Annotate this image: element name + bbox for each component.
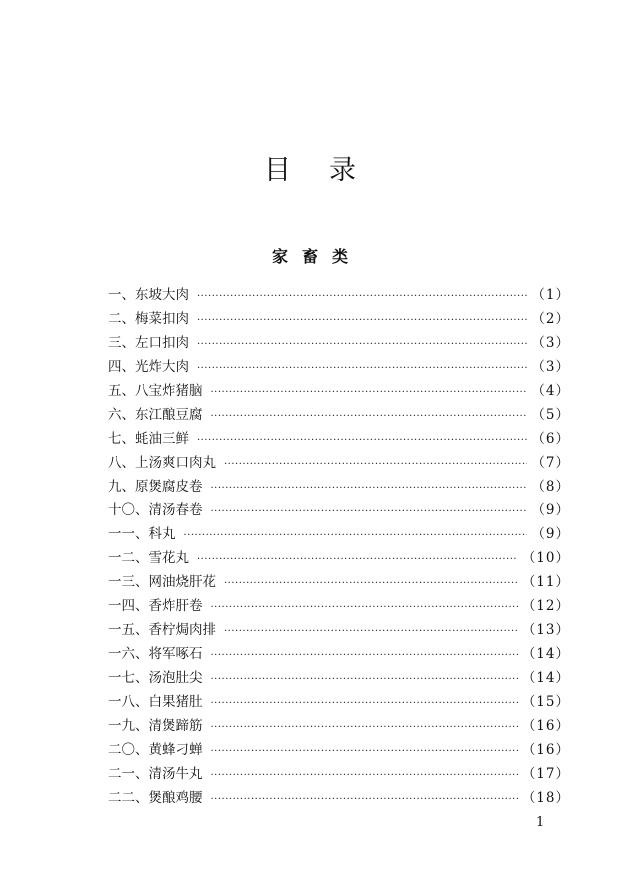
toc-entry-page: （8） bbox=[531, 478, 570, 495]
toc-entry bbox=[108, 642, 570, 666]
toc-entry-label: 七、蚝油三鲜 bbox=[108, 430, 189, 447]
dot-leader bbox=[197, 363, 527, 374]
toc-entry-label: 八、上汤爽口肉丸 bbox=[108, 454, 216, 471]
dot-leader bbox=[224, 578, 518, 589]
toc-entry bbox=[108, 618, 570, 642]
toc-entry bbox=[108, 451, 570, 475]
dot-leader bbox=[211, 722, 518, 733]
toc-entry bbox=[108, 355, 570, 379]
toc-entry-page: （5） bbox=[531, 406, 570, 423]
dot-leader bbox=[211, 411, 528, 422]
toc-entry-page: （14） bbox=[521, 646, 570, 663]
dot-leader bbox=[211, 770, 518, 781]
toc-entry-label: 一七、汤泡肚尖 bbox=[108, 670, 203, 686]
toc-entry-label: 一一、科丸 bbox=[108, 526, 176, 543]
toc-entry-page: （9） bbox=[531, 526, 570, 543]
toc-entry-page: （6） bbox=[531, 430, 570, 447]
toc-entry bbox=[108, 522, 570, 546]
dot-leader bbox=[197, 339, 527, 350]
table-of-contents bbox=[108, 283, 570, 810]
toc-entry bbox=[108, 498, 570, 522]
toc-entry bbox=[108, 762, 570, 786]
toc-entry-page: （13） bbox=[521, 622, 570, 639]
toc-entry bbox=[108, 666, 570, 690]
toc-entry-label: 一四、香炸肝卷 bbox=[108, 598, 203, 615]
toc-entry-label: 二〇、黄蜂刁蝉 bbox=[108, 741, 203, 758]
page-title: 目录 bbox=[264, 155, 394, 186]
toc-entry-label: 二一、清汤牛丸 bbox=[108, 765, 203, 782]
dot-leader bbox=[211, 602, 518, 613]
toc-entry-page: （17） bbox=[521, 765, 570, 782]
toc-entry-label: 一九、清煲蹄筋 bbox=[108, 717, 203, 734]
toc-entry bbox=[108, 570, 570, 594]
dot-leader bbox=[184, 530, 528, 541]
dot-leader bbox=[211, 483, 528, 494]
toc-entry-page: （1） bbox=[531, 287, 570, 303]
toc-entry bbox=[108, 690, 570, 714]
toc-entry bbox=[108, 379, 570, 403]
dot-leader bbox=[211, 746, 518, 757]
dot-leader bbox=[197, 315, 527, 326]
toc-entry bbox=[108, 546, 570, 570]
toc-entry-page: （10） bbox=[521, 550, 570, 567]
toc-entry-label: 一三、网油烧肝花 bbox=[108, 574, 216, 591]
toc-entry-label: 二、梅菜扣肉 bbox=[108, 310, 189, 327]
dot-leader bbox=[211, 650, 518, 661]
dot-leader bbox=[211, 506, 528, 517]
toc-entry-page: （16） bbox=[521, 717, 570, 734]
toc-entry bbox=[108, 427, 570, 451]
dot-leader bbox=[211, 674, 518, 685]
toc-entry bbox=[108, 283, 570, 307]
toc-entry-label: 十〇、清汤春卷 bbox=[108, 502, 203, 519]
toc-entry-page: （4） bbox=[531, 382, 570, 399]
dot-leader bbox=[197, 554, 518, 565]
toc-entry bbox=[108, 331, 570, 355]
toc-entry-page: （9） bbox=[531, 502, 570, 519]
toc-entry bbox=[108, 403, 570, 427]
dot-leader bbox=[224, 626, 518, 637]
toc-entry-label: 一六、将军啄石 bbox=[108, 646, 203, 663]
toc-entry-label: 一五、香柠焗肉排 bbox=[108, 622, 216, 639]
dot-leader bbox=[211, 387, 528, 398]
toc-entry-label: 二二、煲酿鸡腰 bbox=[108, 789, 203, 806]
toc-entry bbox=[108, 786, 570, 810]
toc-entry-page: （2） bbox=[531, 310, 570, 327]
toc-entry-label: 一八、白果猪肚 bbox=[108, 693, 203, 710]
toc-entry bbox=[108, 307, 570, 331]
toc-entry bbox=[108, 714, 570, 738]
page-number: 1 bbox=[536, 815, 545, 830]
toc-entry-page: （16） bbox=[521, 741, 570, 758]
dot-leader bbox=[211, 794, 518, 805]
toc-entry-page: （7） bbox=[531, 454, 570, 471]
toc-entry-label: 四、光炸大肉 bbox=[108, 358, 189, 375]
toc-entry-label: 一、东坡大肉 bbox=[108, 287, 189, 303]
toc-entry-page: （11） bbox=[521, 574, 570, 591]
toc-entry-label: 六、东江酿豆腐 bbox=[108, 406, 203, 423]
dot-leader bbox=[224, 459, 527, 470]
toc-entry-label: 三、左口扣肉 bbox=[108, 334, 189, 351]
toc-entry bbox=[108, 475, 570, 499]
section-heading: 家畜类 bbox=[271, 247, 362, 266]
toc-entry-label: 九、原煲腐皮卷 bbox=[108, 478, 203, 495]
dot-leader bbox=[211, 698, 518, 709]
toc-entry-page: （14） bbox=[521, 670, 570, 686]
dot-leader bbox=[197, 291, 527, 302]
toc-entry bbox=[108, 738, 570, 762]
toc-entry-label: 五、八宝炸猪脑 bbox=[108, 382, 203, 399]
toc-entry-label: 一二、雪花丸 bbox=[108, 550, 189, 567]
toc-entry-page: （12） bbox=[521, 598, 570, 615]
toc-entry-page: （15） bbox=[521, 693, 570, 710]
dot-leader bbox=[197, 435, 527, 446]
toc-entry-page: （3） bbox=[531, 334, 570, 351]
toc-entry bbox=[108, 594, 570, 618]
toc-entry-page: （18） bbox=[521, 789, 570, 806]
toc-entry-page: （3） bbox=[531, 358, 570, 375]
